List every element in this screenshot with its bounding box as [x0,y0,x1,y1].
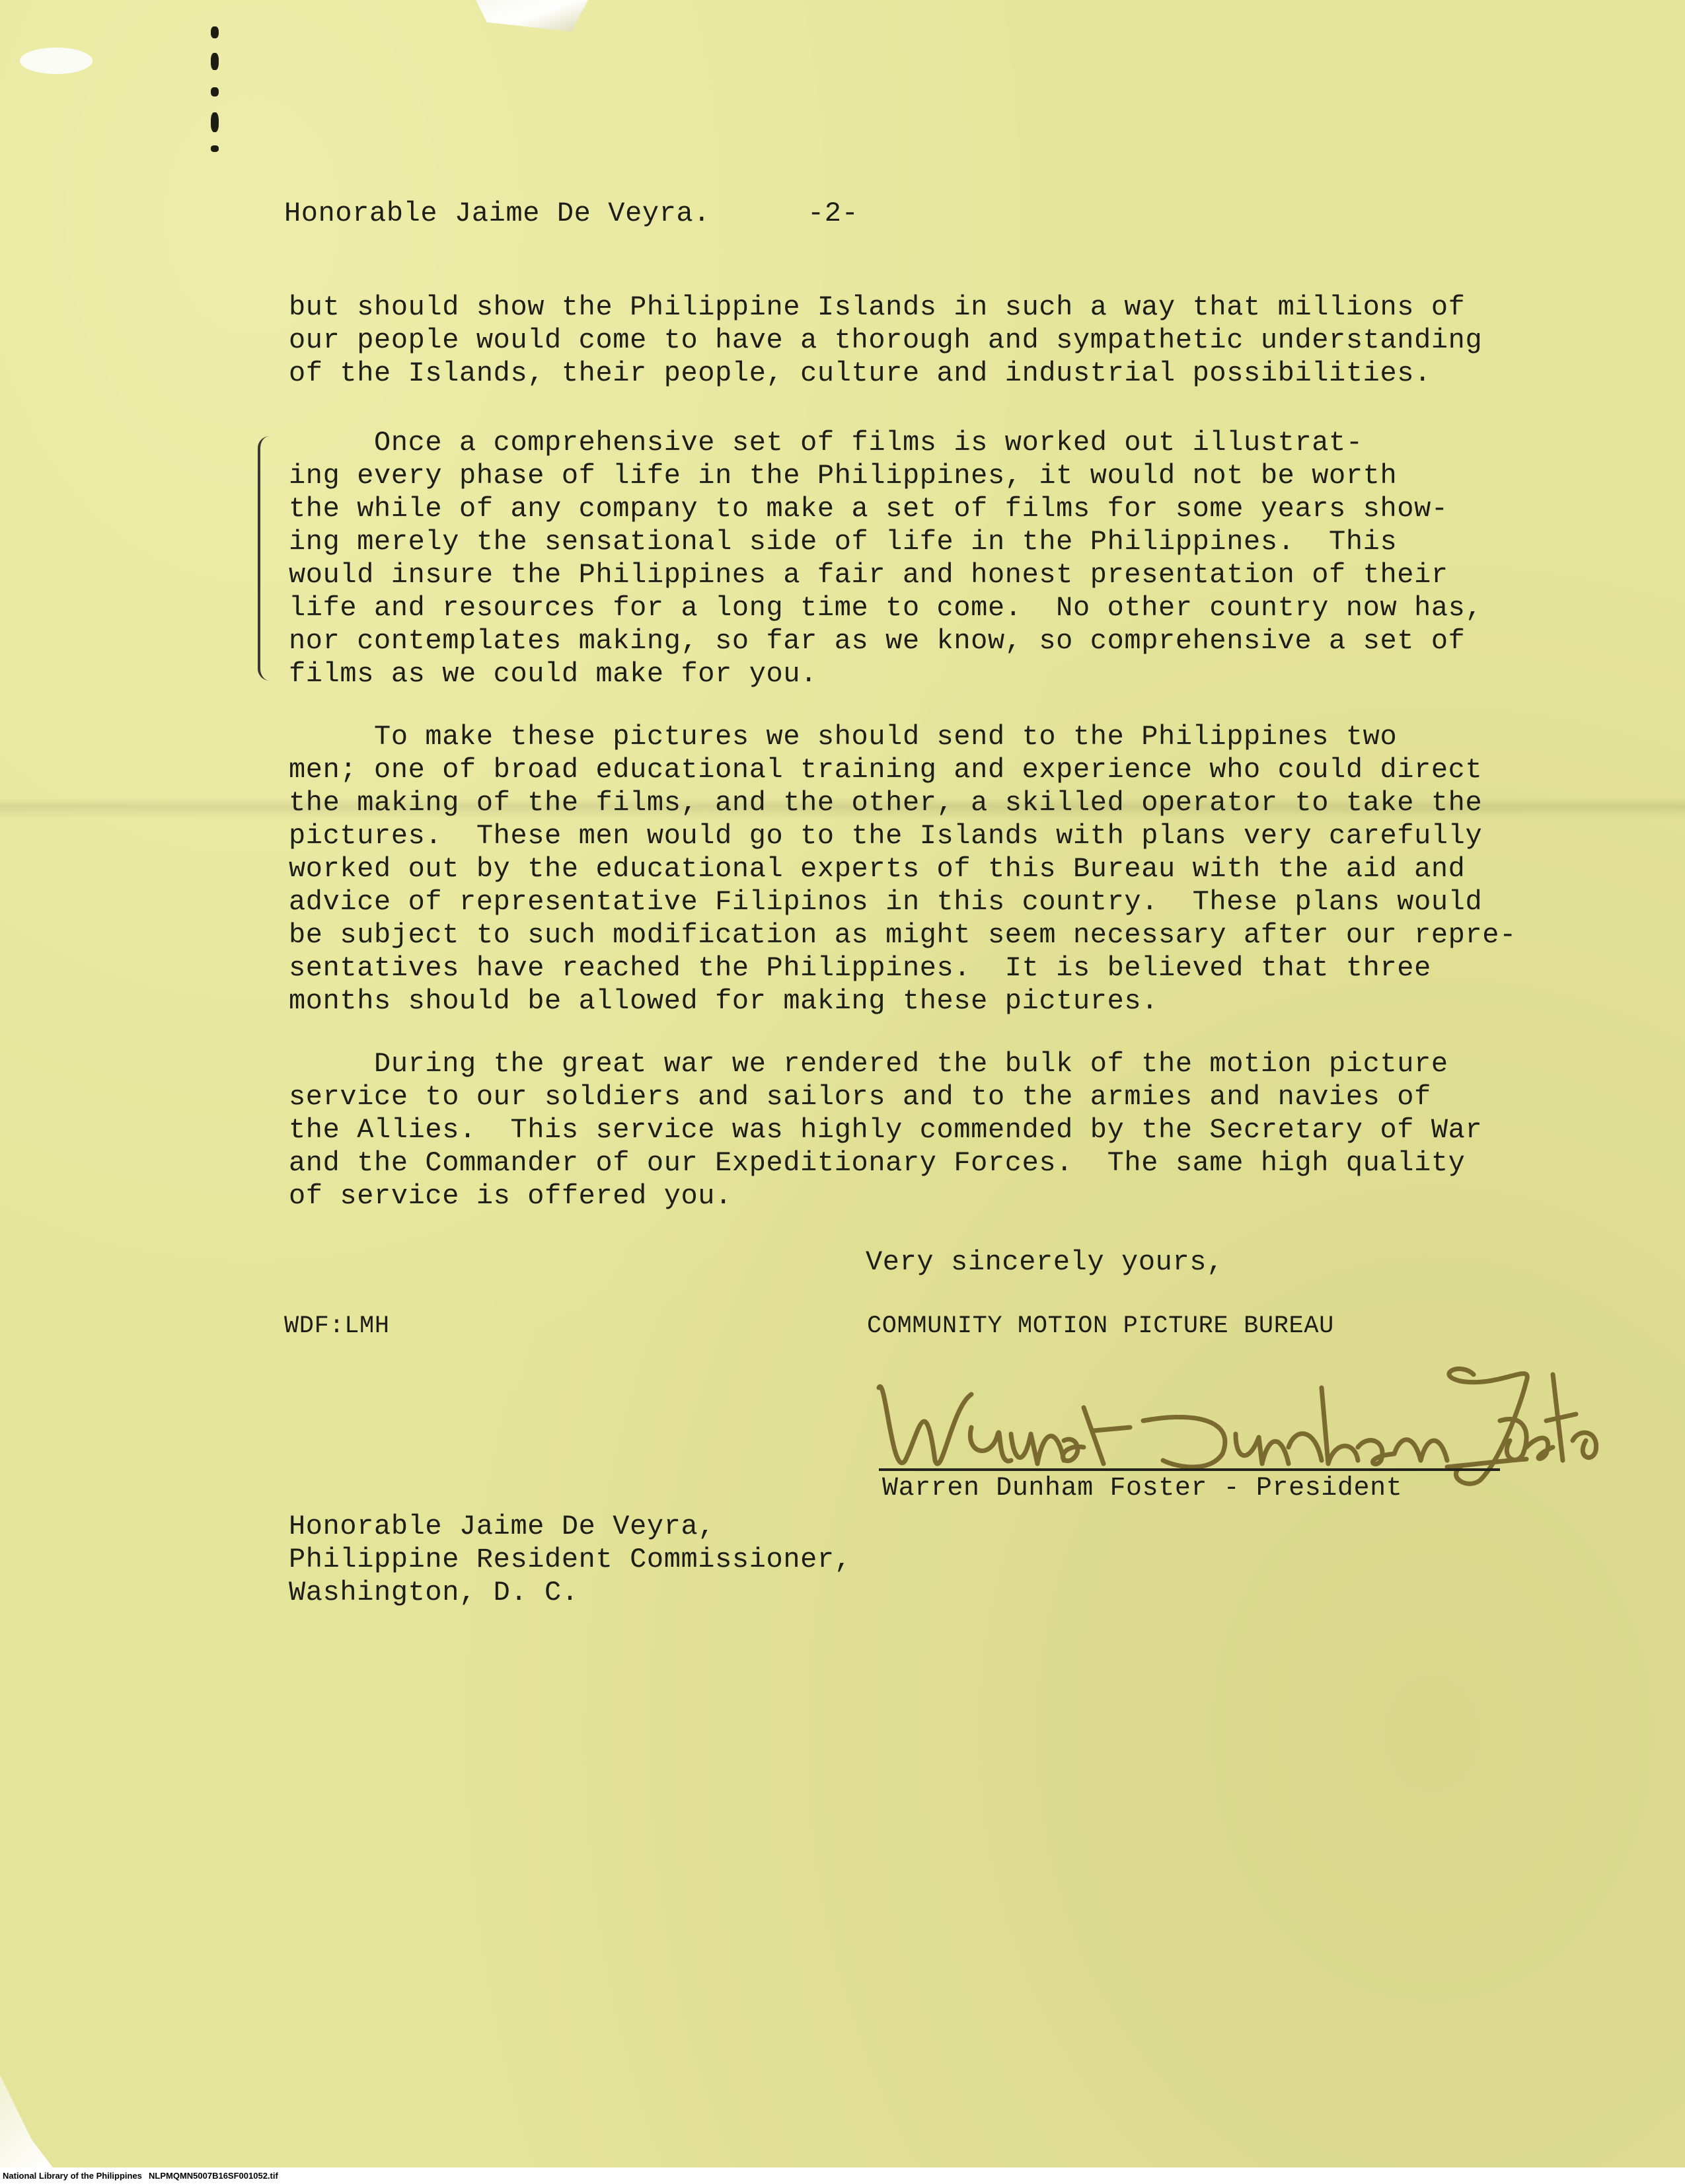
text-line: would insure the Philippines a fair and honest presentation of their [289,559,1448,591]
handwritten-signature [866,1348,1612,1493]
text-line: To make these pictures we should send to the Philippines two [289,721,1398,753]
text-line: service to our soldiers and sailors and to the armies and navies of [289,1081,1431,1113]
text-line: months should be allowed for making these pictures. [289,985,1159,1017]
signatory-name: Warren Dunham Foster - President [882,1474,1403,1503]
page-number: -2- [807,198,859,229]
header-addressee: Honorable Jaime De Veyra. [284,198,711,229]
text-line: pictures. These men would go to the Islands with plans very carefully [289,820,1483,852]
address-line: Honorable Jaime De Veyra, [289,1511,716,1542]
text-line: the making of the films, and the other, a skilled operator to take the [289,787,1483,819]
paper-damage [20,48,93,74]
archive-file-id: NLPMQMN5007B16SF001052.tif [149,2171,278,2181]
text-line: ing merely the sensational side of life in the Philippines. This [289,526,1398,558]
address-line: Philippine Resident Commissioner, [289,1544,852,1575]
text-line: sentatives have reached the Philippines. It is believed that three [289,952,1431,984]
closing: Very sincerely yours, [866,1246,1224,1278]
text-line: be subject to such modification as might seem necessary after our repre- [289,919,1516,951]
text-line: Once a comprehensive set of films is worked out illustrat- [289,427,1363,459]
text-line: of the Islands, their people, culture and industrial possibilities. [289,358,1431,389]
text-line: of service is offered you. [289,1180,732,1212]
text-line: worked out by the educational experts of this Bureau with the aid and [289,853,1466,885]
folded-corner [476,0,588,32]
signature-line [879,1468,1500,1471]
text-line: advice of representative Filipinos in this country. These plans would [289,886,1483,918]
text-line: ing every phase of life in the Philippines, it would not be worth [289,460,1398,492]
text-line: nor contemplates making, so far as we know, so comprehensive a set of [289,625,1466,657]
organization-name: COMMUNITY MOTION PICTURE BUREAU [867,1312,1334,1340]
reference-initials: WDF:LMH [284,1312,390,1340]
text-line: the while of any company to make a set of films for some years show- [289,493,1448,525]
address-line: Washington, D. C. [289,1577,579,1608]
text-line: but should show the Philippine Islands in such a way that millions of [289,291,1466,323]
text-line: life and resources for a long time to come. No other country now has, [289,592,1483,624]
ink-marks [208,26,221,159]
paper-tear [0,2075,53,2167]
archive-institution: National Library of the Philippines [3,2171,142,2181]
text-line: During the great war we rendered the bulk of the motion picture [289,1048,1448,1080]
text-line: our people would come to have a thorough and sympathetic understanding [289,324,1483,356]
text-line: films as we could make for you. [289,658,817,690]
text-line: men; one of broad educational training and experience who could direct [289,754,1483,786]
archive-footer [0,2167,1685,2184]
text-line: and the Commander of our Expeditionary Forces. The same high quality [289,1147,1466,1179]
text-line: the Allies. This service was highly commended by the Secretary of War [289,1114,1483,1146]
margin-bracket-mark [258,436,274,681]
